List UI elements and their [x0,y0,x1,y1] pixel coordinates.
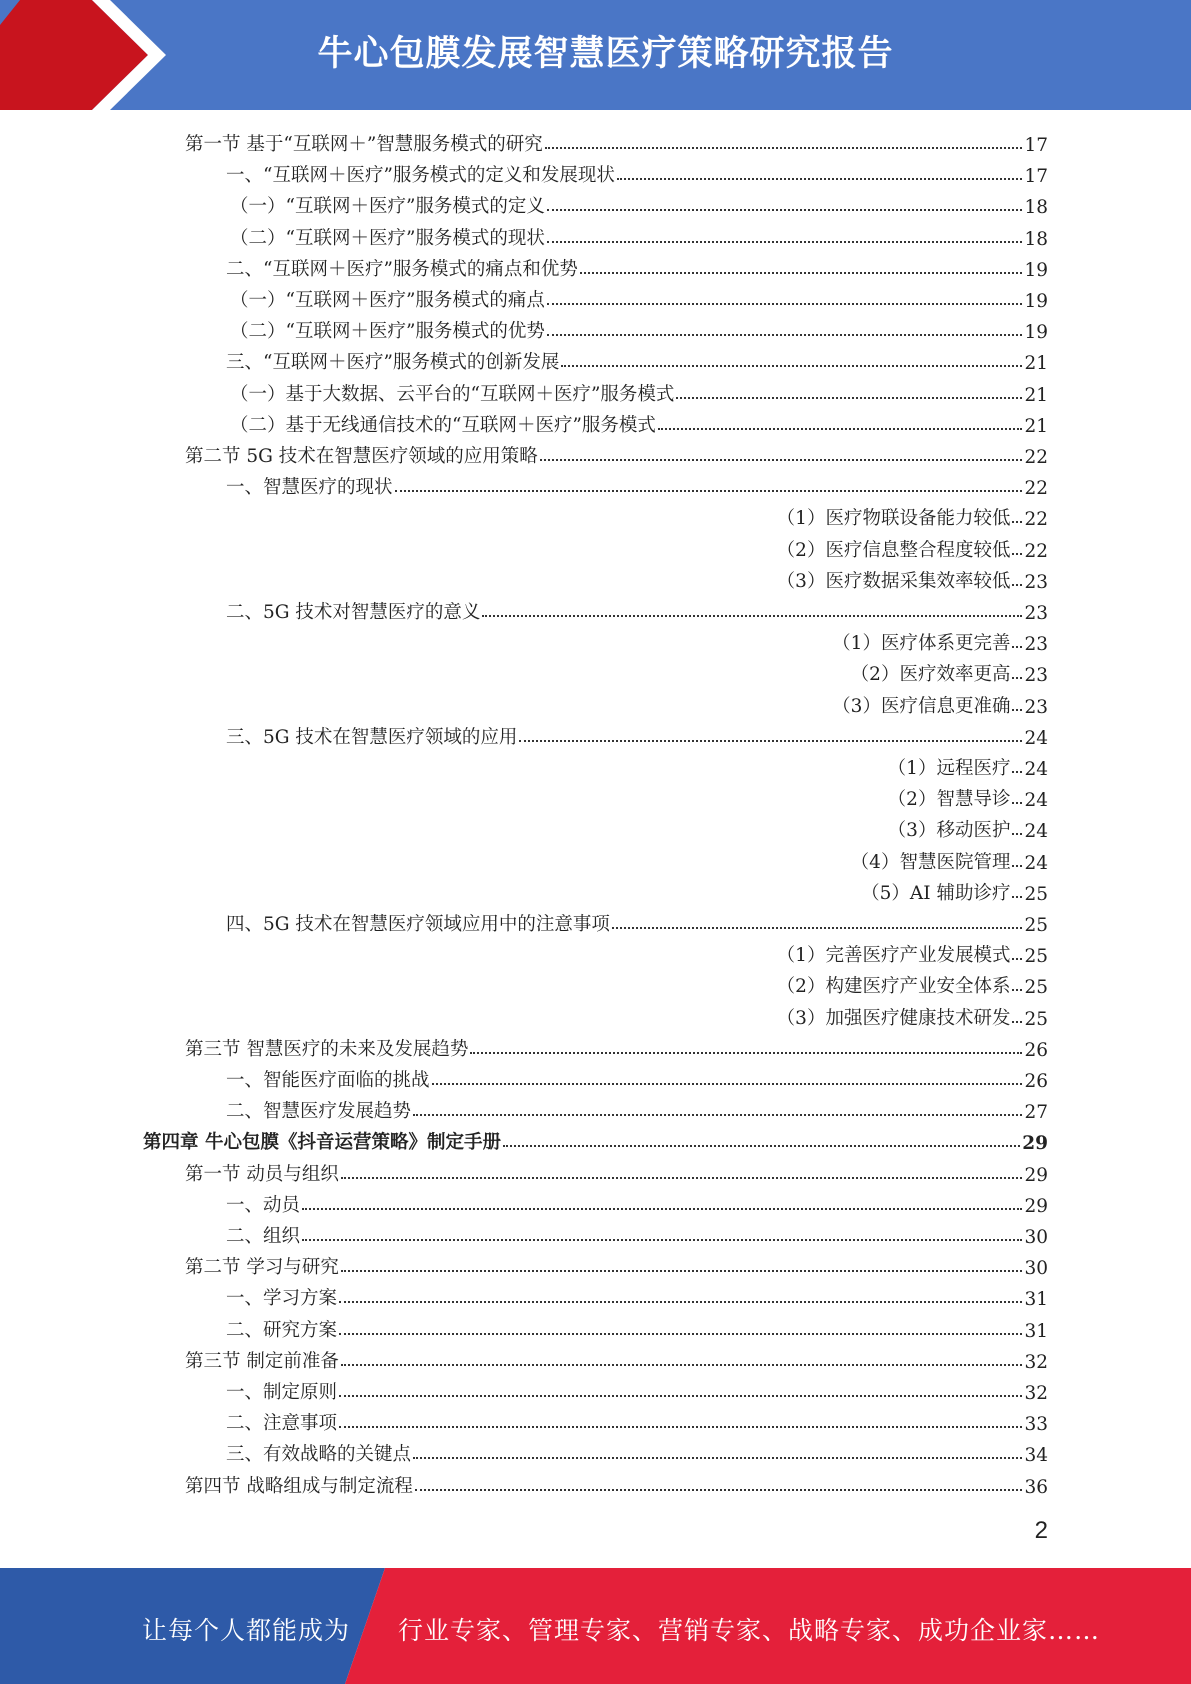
toc-leader-dots [1012,521,1022,523]
toc-entry-label: （3）医疗数据采集效率较低 [777,567,1011,593]
toc-leader-dots [1012,958,1022,960]
toc-entry-label: 二、“互联网＋医疗”服务模式的痛点和优势 [226,255,578,281]
toc-entry-page: 19 [1024,259,1048,281]
toc-entry[interactable] [777,936,1048,967]
toc-entry[interactable] [226,1435,1048,1466]
toc-entry-page: 24 [1024,821,1048,843]
toc-entry-page: 21 [1024,415,1048,437]
toc-entry-page: 34 [1024,1445,1048,1467]
toc-entry-label: 第四章 牛心包膜《抖音运营策略》制定手册 [143,1128,501,1154]
toc-entry[interactable] [226,1311,1048,1342]
toc-leader-dots [580,272,1023,274]
toc-leader-dots [302,1239,1022,1241]
toc-entry[interactable] [185,125,1048,156]
toc-entry-page: 26 [1024,1071,1048,1092]
toc-entry-page: 21 [1024,353,1048,375]
toc-entry[interactable] [226,1217,1048,1248]
toc-entry-label: 二、注意事项 [226,1409,337,1435]
toc-leader-dots [1012,584,1022,586]
toc-entry[interactable] [230,281,1048,312]
toc-leader-dots [1012,709,1022,711]
toc-entry-page: 27 [1024,1102,1048,1124]
toc-entry-label: （4）智慧医院管理 [851,848,1011,874]
toc-leader-dots [395,490,1023,492]
toc-entry-label: （1）医疗体系更完善 [832,629,1010,655]
toc-entry-label: （一）“互联网＋医疗”服务模式的定义 [230,192,545,218]
toc-leader-dots [561,365,1022,367]
toc-entry-page: 31 [1024,1289,1048,1311]
toc-leader-dots [1012,646,1022,648]
toc-entry-page: 25 [1024,915,1048,936]
toc-entry-page: 22 [1024,540,1048,562]
toc-entry-page: 25 [1024,977,1048,999]
toc-leader-dots [1012,989,1022,991]
toc-entry[interactable] [226,905,1048,936]
toc-leader-dots [341,1364,1023,1366]
toc-leader-dots [676,397,1022,399]
toc-entry-page: 22 [1024,447,1048,468]
toc-entry[interactable] [851,655,1048,686]
toc-leader-dots [341,1270,1023,1272]
toc-entry-page: 21 [1024,384,1048,406]
toc-entry-page: 22 [1024,509,1048,531]
toc-entry[interactable] [226,250,1048,281]
toc-entry[interactable] [226,593,1048,624]
toc-entry[interactable] [832,687,1048,718]
toc-entry-page: 23 [1024,571,1048,593]
toc-leader-dots [519,740,1022,742]
toc-entry-page: 24 [1024,790,1048,812]
toc-entry-page: 17 [1024,166,1048,188]
toc-entry-label: 二、研究方案 [226,1316,337,1342]
toc-leader-dots [413,1457,1022,1459]
toc-leader-dots [482,615,1022,617]
toc-entry-page: 29 [1024,1195,1048,1217]
toc-entry[interactable] [226,1404,1048,1435]
toc-entry-label: （3）移动医护 [888,816,1011,842]
toc-entry-label: 第一节 基于“互联网＋”智慧服务模式的研究 [185,130,543,156]
toc-entry-label: 一、制定原则 [226,1378,337,1404]
toc-entry[interactable] [832,624,1048,655]
toc-entry-page: 18 [1024,228,1048,250]
toc-entry[interactable] [861,874,1048,905]
toc-leader-dots [1012,896,1022,898]
toc-entry-page: 24 [1024,759,1048,780]
toc-entry[interactable] [226,1373,1048,1404]
toc-entry-label: （3）医疗信息更准确 [832,692,1010,718]
toc-leader-dots [341,1177,1023,1179]
toc-entry[interactable] [226,1279,1048,1310]
toc-entry-page: 23 [1024,603,1048,624]
toc-entry-label: 第二节 学习与研究 [185,1253,339,1279]
toc-entry-page: 19 [1024,291,1048,312]
toc-entry-label: 一、智慧医疗的现状 [226,473,393,499]
toc-entry[interactable] [888,749,1048,780]
toc-leader-dots [339,1301,1022,1303]
footer-banner [0,1568,1191,1684]
toc-entry-page: 32 [1024,1383,1048,1404]
toc-entry-label: 第一节 动员与组织 [185,1160,339,1186]
footer-slogan-left: 让每个人都能成为 [142,1616,351,1645]
toc-entry-page: 31 [1024,1320,1048,1342]
toc-entry-page: 23 [1024,634,1048,656]
toc-entry-page: 19 [1024,322,1048,344]
toc-entry-label: 第三节 智慧医疗的未来及发展趋势 [185,1035,468,1061]
toc-entry[interactable] [185,1467,1048,1498]
toc-entry-page: 17 [1024,135,1048,156]
toc-leader-dots [547,334,1023,336]
toc-entry[interactable] [185,1155,1048,1186]
toc-entry[interactable] [226,1061,1048,1092]
toc-leader-dots [413,1114,1022,1116]
toc-entry-label: 第三节 制定前准备 [185,1347,339,1373]
toc-entry[interactable] [888,811,1048,842]
toc-entry-page: 32 [1024,1351,1048,1373]
toc-entry-page: 23 [1024,696,1048,718]
toc-entry-page: 22 [1024,478,1048,500]
toc-entry-page: 26 [1024,1039,1048,1061]
toc-entry[interactable] [777,562,1048,593]
toc-entry-label: （1）医疗物联设备能力较低 [777,504,1011,530]
toc-entry[interactable] [230,406,1048,437]
toc-leader-dots [540,459,1023,461]
toc-entry-label: 第二节 5G 技术在智慧医疗领域的应用策略 [185,442,538,468]
toc-leader-dots [547,303,1023,305]
toc-entry-page: 25 [1024,946,1048,968]
toc-entry-label: （5）AI 辅助诊疗 [861,879,1010,905]
toc-entry-label: （一）基于大数据、云平台的“互联网＋医疗”服务模式 [230,380,674,406]
toc-leader-dots [339,1395,1022,1397]
toc-entry[interactable] [226,343,1048,374]
toc-entry[interactable] [230,312,1048,343]
toc-leader-dots [1012,865,1022,867]
toc-entry-page: 25 [1024,1008,1048,1030]
document-title: 牛心包膜发展智慧医疗策略研究报告 [317,34,894,74]
toc-leader-dots [339,1333,1022,1335]
toc-leader-dots [545,147,1023,149]
toc-entry-page: 30 [1024,1258,1048,1280]
toc-leader-dots [1012,1021,1022,1023]
toc-entry-page: 24 [1024,727,1048,749]
toc-entry-page: 29 [1022,1133,1048,1155]
toc-entry-label: 三、5G 技术在智慧医疗领域的应用 [226,723,517,749]
toc-entry[interactable] [185,1030,1048,1061]
toc-entry-label: 三、“互联网＋医疗”服务模式的创新发展 [226,348,559,374]
toc-leader-dots [470,1052,1022,1054]
toc-entry[interactable] [230,187,1048,218]
toc-entry[interactable] [230,219,1048,250]
toc-entry-page: 33 [1024,1414,1048,1436]
toc-entry-label: 一、智能医疗面临的挑战 [226,1066,430,1092]
toc-entry-label: 二、组织 [226,1222,300,1248]
footer-slogan-right: 行业专家、管理专家、营销专家、战略专家、成功企业家…… [398,1616,1101,1645]
toc-entry[interactable] [226,718,1048,749]
toc-entry-label: 三、有效战略的关键点 [226,1440,411,1466]
toc-leader-dots [1012,802,1022,804]
toc-entry-page: 24 [1024,852,1048,874]
toc-leader-dots [547,209,1023,211]
toc-entry[interactable] [185,1248,1048,1279]
toc-leader-dots [1012,771,1022,773]
toc-entry-label: 二、智慧医疗发展趋势 [226,1097,411,1123]
toc-leader-dots [415,1489,1023,1491]
toc-leader-dots [503,1145,1020,1147]
toc-entry-label: 四、5G 技术在智慧医疗领域应用中的注意事项 [226,910,610,936]
page-number: 2 [1034,1517,1048,1544]
toc-leader-dots [1012,553,1022,555]
toc-entry-page: 30 [1024,1227,1048,1248]
toc-entry-page: 29 [1024,1164,1048,1186]
toc-entry-label: （二）“互联网＋医疗”服务模式的优势 [230,317,545,343]
toc-entry-page: 36 [1024,1476,1048,1498]
toc-entry[interactable] [777,531,1048,562]
toc-entry-label: （二）“互联网＋医疗”服务模式的现状 [230,224,545,250]
toc-entry[interactable] [143,1123,1048,1154]
toc-entry[interactable] [230,375,1048,406]
toc-entry[interactable] [226,1092,1048,1123]
toc-entry[interactable] [226,1186,1048,1217]
toc-entry-label: （2）构建医疗产业安全体系 [777,972,1011,998]
toc-entry[interactable] [185,1342,1048,1373]
toc-entry-page: 18 [1024,197,1048,219]
toc-entry-label: （1）远程医疗 [888,754,1011,780]
toc-entry-page: 23 [1024,665,1048,687]
toc-leader-dots [1012,833,1022,835]
toc-entry-label: 一、动员 [226,1191,300,1217]
toc-leader-dots [547,241,1023,243]
toc-leader-dots [302,1208,1022,1210]
toc-entry-label: （2）智慧导诊 [888,785,1011,811]
toc-entry-label: （1）完善医疗产业发展模式 [777,941,1011,967]
toc-entry-label: 第四节 战略组成与制定流程 [185,1472,413,1498]
toc-entry-label: （3）加强医疗健康技术研发 [777,1004,1011,1030]
header-banner [0,0,1191,110]
toc-entry[interactable] [185,437,1048,468]
toc-entry-label: 一、学习方案 [226,1284,337,1310]
toc-leader-dots [1012,677,1022,679]
toc-entry-label: （2）医疗信息整合程度较低 [777,536,1011,562]
toc-entry-label: 一、“互联网＋医疗”服务模式的定义和发展现状 [226,161,615,187]
toc-entry[interactable] [777,499,1048,530]
toc-entry-label: 二、5G 技术对智慧医疗的意义 [226,598,480,624]
toc-leader-dots [617,178,1023,180]
toc-entry-page: 25 [1024,883,1048,905]
toc-entry-label: （2）医疗效率更高 [851,660,1011,686]
toc-entry[interactable] [226,156,1048,187]
toc-leader-dots [658,428,1023,430]
toc-leader-dots [339,1426,1022,1428]
toc-entry[interactable] [851,843,1048,874]
toc-entry-label: （一）“互联网＋医疗”服务模式的痛点 [230,286,545,312]
toc-entry[interactable] [888,780,1048,811]
toc-leader-dots [612,927,1023,929]
toc-leader-dots [432,1083,1023,1085]
toc-entry[interactable] [226,468,1048,499]
toc-entry[interactable] [777,999,1048,1030]
toc-entry[interactable] [777,967,1048,998]
toc-entry-label: （二）基于无线通信技术的“互联网＋医疗”服务模式 [230,411,656,437]
